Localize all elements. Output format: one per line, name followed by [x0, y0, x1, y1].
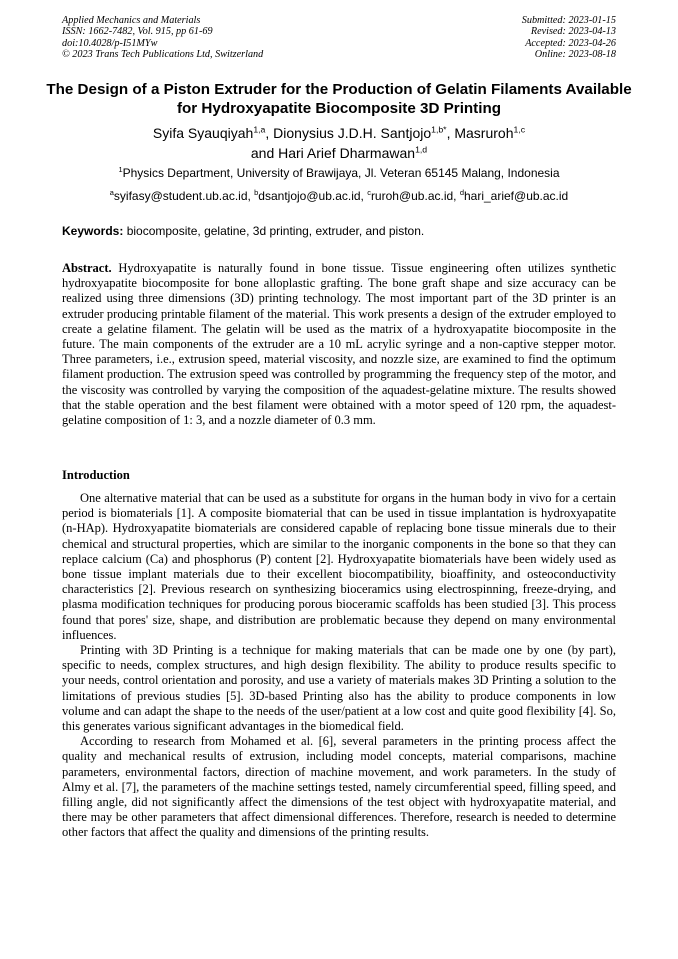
email-marker: c — [367, 188, 371, 197]
journal-copyright: © 2023 Trans Tech Publications Ltd, Switzerland — [62, 49, 264, 61]
abstract-text: Hydroxyapatite is naturally found in bone tissue. Tissue engineering often utilizes synthetic hydroxyapatite biocomposite for bone alloplastic grafting. The bone graft shape and size accuracy can be realized using three dimensions (3D) printing technology. The most important part of the 3D printer is an extruder producing printable filament of the material. This work presents a design of the extruder employed to create a gelatine filament. The gelatin will be used as the matrix of a hydroxyapatite biocomposite in the future. The main components of the extruder are a 10 mL acrylic syringe and a non-captive stepper motor. Three parameters, i.e., extrusion speed, material viscosity, and nozzle size, are examined to find the optimum filament production. The extrusion speed was controlled by programming the frequency step of the motor, and the viscosity was controlled by varying the composition of the aquadest-gelatine mixture. The results showed that the stable operation and the best filament were obtained with a motor speed of 120 rpm, the aquadest-gelatine composition of 1: 3, and a nozzle diameter of 0.3 mm. — [62, 261, 616, 428]
date-revised: Revised: 2023-04-13 — [530, 26, 616, 38]
email-marker: d — [459, 188, 464, 197]
email-address: dsantjojo@ub.ac.id, — [258, 189, 368, 203]
email-address: ruroh@ub.ac.id, — [370, 189, 460, 203]
keywords-label: Keywords: — [62, 224, 124, 238]
paragraph: Printing with 3D Printing is a technique for making materials that can be made one by one (by part), specific to needs, complex structures, and high design flexibility. The ability to produce results specific to your needs, control orientation and porosity, and use a variety of materials makes 3D Printing a solution to the limitations of previous studies [5]. 3D-based Printing also has the ability to produce components in low volume and can adapt the shape to the needs of the user/patient at a low cost and quite good flexibility [4]. So, this generates various significant advantages in the biomedical field. — [62, 643, 616, 734]
author-separator: , — [265, 125, 274, 141]
author-name: Hari Arief Dharmawan — [278, 145, 416, 161]
journal-issn: ISSN: 1662-7482, Vol. 915, pp 61-69 — [62, 26, 213, 38]
paper-title: The Design of a Piston Extruder for the Production of Gelatin Filaments Available for Hydroxyapatite Biocomposite 3D Printing — [46, 81, 632, 117]
author-emails — [40, 189, 638, 203]
date-online: Online: 2023-08-18 — [534, 49, 616, 61]
author-affil-marker: 1,b* — [431, 124, 447, 135]
author-separator: , — [446, 125, 455, 141]
email-address: syifasy@student.ub.ac.id, — [113, 189, 255, 203]
abstract — [62, 261, 616, 428]
author-affil-marker: 1,d — [415, 144, 428, 155]
date-submitted: Submitted: 2023-01-15 — [521, 15, 616, 26]
affiliation-text: Physics Department, University of Brawijaya, Jl. Veteran 65145 Malang, Indonesia — [122, 166, 560, 180]
affiliation — [40, 166, 638, 180]
section-heading-introduction: Introduction — [62, 468, 130, 482]
author-separator: and — [250, 145, 279, 161]
author-list — [40, 123, 638, 163]
introduction-body — [62, 491, 616, 841]
journal-header — [62, 15, 616, 61]
keywords-text: biocomposite, gelatine, 3d printing, extruder, and piston. — [123, 224, 425, 238]
journal-info — [62, 15, 263, 61]
date-accepted: Accepted: 2023-04-26 — [525, 37, 616, 49]
paragraph: According to research from Mohamed et al. [6], several parameters in the printing process affect the quality and mechanical results of extrusion, including model concepts, material comparisons, machine parameters, environmental factors, direction of machine movement, and work parameters. In the study of Almy et al. [7], the parameters of the machine settings tested, namely circumferential speed, filling speed, and filling angle, did not significantly affect the dimensions of the test object with hydroxyapatite material, and there may be other parameters that affect dimensional differences. Therefore, research is needed to determine other factors that affect the quality and dimensions of the printing results. — [62, 734, 616, 840]
author-name: Dionysius J.D.H. Santjojo — [273, 125, 432, 141]
author-affil-marker: 1,c — [513, 124, 526, 135]
journal-name: Applied Mechanics and Materials — [62, 15, 201, 26]
email-address: hari_arief@ub.ac.id — [463, 189, 569, 203]
author-name: Masruroh — [454, 125, 514, 141]
email-marker: a — [109, 188, 114, 197]
author-name: Syifa Syauqiyah — [152, 125, 254, 141]
email-marker: b — [254, 188, 259, 197]
submission-dates — [522, 15, 616, 61]
abstract-label: Abstract. — [62, 261, 112, 275]
journal-doi: doi:10.4028/p-I51MYw — [62, 37, 158, 49]
paragraph: One alternative material that can be used as a substitute for organs in the human body in vivo for a certain period is biomaterials [1]. A composite biomaterial that can be used in tissue implantation is hydroxyapatite (n-HAp). Hydroxyapatite biomaterials are considered capable of replacing bone tissue minerals due to their chemical and structural properties, which are similar to the inorganic components in the bone so that they can replace calcium (Ca) and phosphorus (P) content [2]. Hydroxyapatite biomaterials have been widely used as bone tissue implant materials due to their excellent biocompatibility, bioaffinity, and osteoconductivity characteristics [2]. Previous research on synthesizing bioceramics using electrospinning, freeze-drying, and plasma modification techniques for producing porous bioceramic scaffolds has been studied [3]. This process found that pores' size, shape, and distribution are problematic because they depend on many environmental influences. — [62, 491, 616, 642]
affiliation-marker: 1 — [118, 165, 123, 174]
author-affil-marker: 1,a — [253, 124, 266, 135]
keywords — [62, 224, 616, 239]
